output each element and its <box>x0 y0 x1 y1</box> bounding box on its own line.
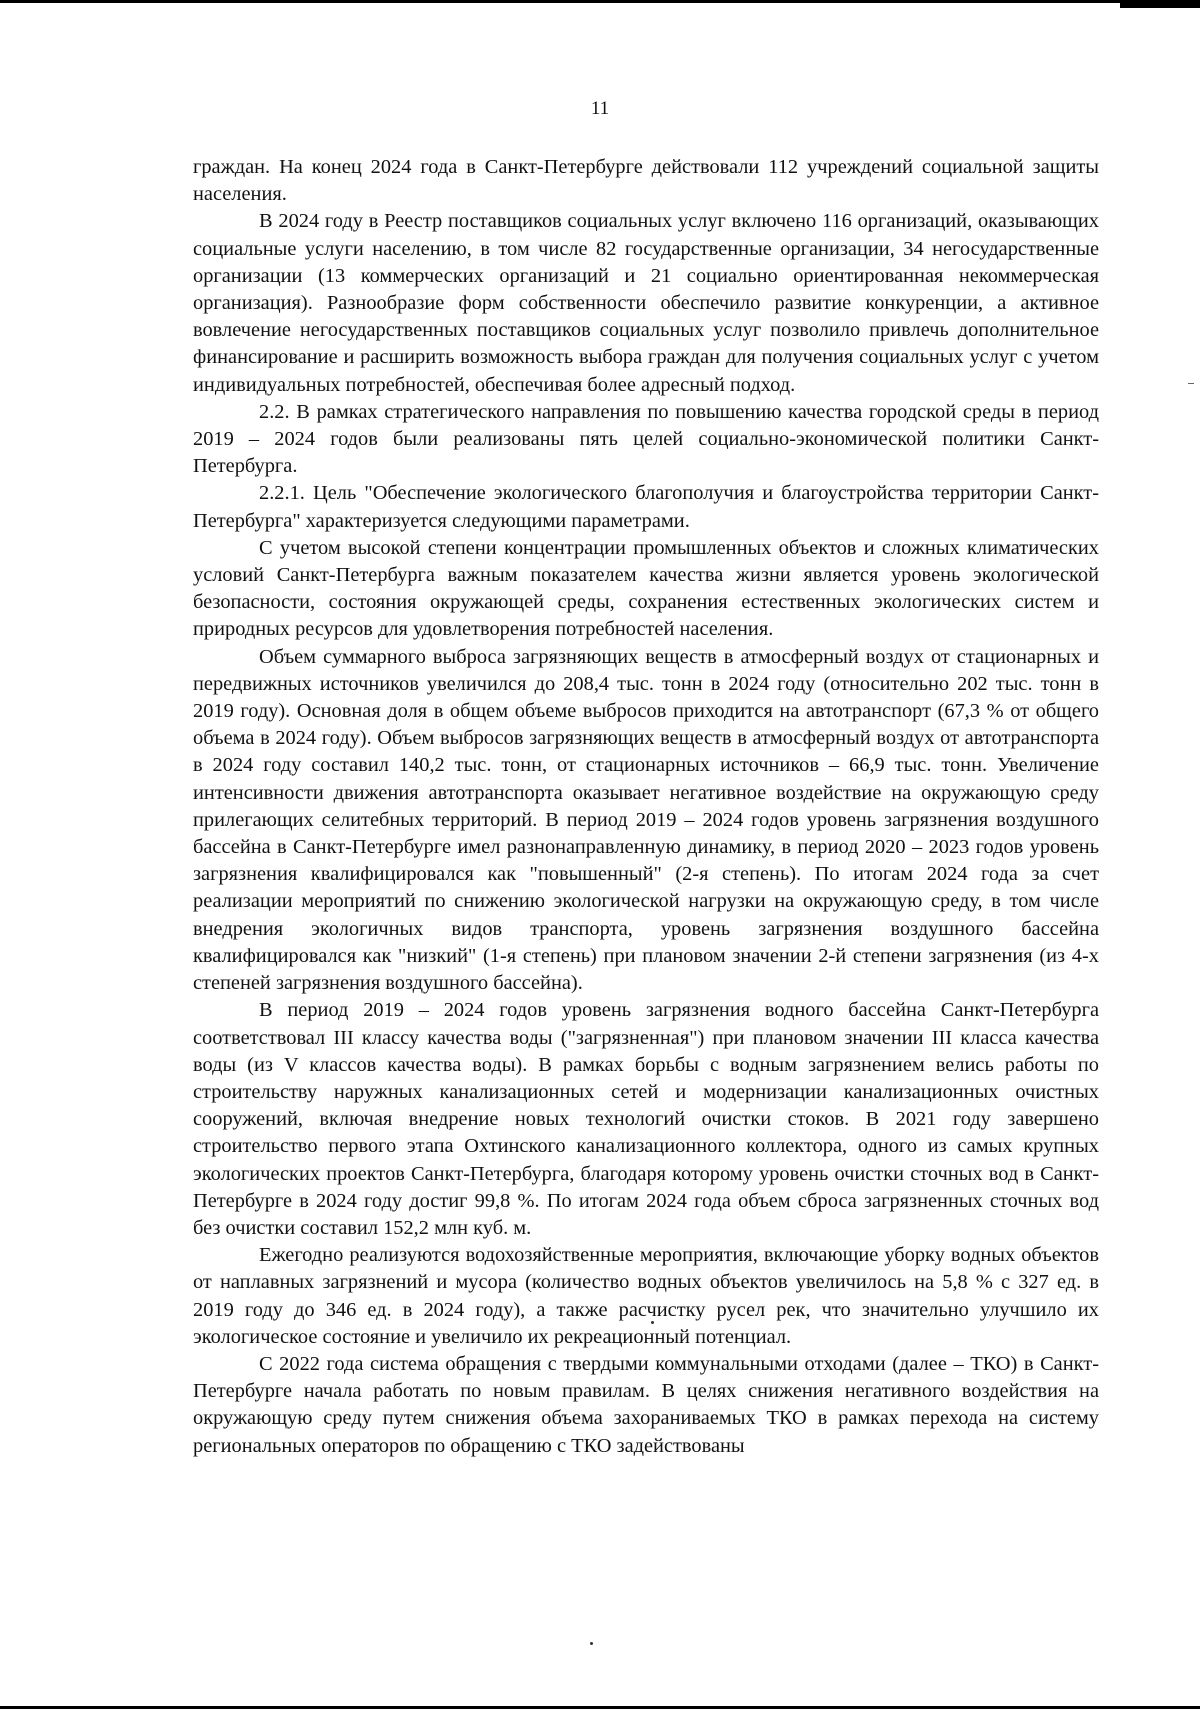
scan-edge-mark <box>1120 3 1200 8</box>
paragraph-air-emissions: Объем суммарного выброса загрязняющих веществ в атмосферный воздух от стационарных и передвижных источников увеличился до 208,4 тыс. тонн в 2024 году (относительно 202 тыс. тонн в 2019 году). Основная доля в общем объеме выбросов приходится на автотранспорт (67,3 % от общего объема в 2024 году). Объем выбросов загрязняющих веществ в атмосферный воздух от автотранспорта в 2024 году составил 140,2 тыс. тонн, от стационарных источников – 66,9 тыс. тонн. Увеличение интенсивности движения автотранспорта оказывает негативное воздействие на окружающую среду прилегающих селитебных территорий. В период 2019 – 2024 годов уровень загрязнения воздушного бассейна в Санкт-Петербурге имел разнонаправленную динамику, в период 2020 – 2023 годов уровень загрязнения квалифицировался как "повышенный" (2-я степень). По итогам 2024 года за счет реализации мероприятий по снижению экологической нагрузки на окружающую среду, в том числе внедрения экологичных видов транспорта, уровень загрязнения воздушного бассейна квалифицировался как "низкий" (1-я степень) при плановом значении 2-й степени загрязнения (из 4-х степеней загрязнения воздушного бассейна). <box>193 645 1099 995</box>
paragraph-section-2-2-1: 2.2.1. Цель "Обеспечение экологического благополучия и благоустройства территории Санкт-Петербурга" характеризуется следующими параметрами. <box>193 482 1099 532</box>
scan-speck <box>651 1321 654 1324</box>
scan-speck <box>590 1642 593 1645</box>
page-number: 11 <box>590 98 610 119</box>
paragraph-ecological-safety: С учетом высокой степени концентрации промышленных объектов и сложных климатических условий Санкт-Петербурга важным показателем качества жизни является уровень экологической безопасности, состояния окружающей среды, сохранения естественных экологических систем и природных ресурсов для удовлетворения потребностей населения. <box>193 536 1099 641</box>
paragraph-continuation: граждан. На конец 2024 года в Санкт-Петербурге действовали 112 учреждений социальной защиты населения. <box>193 156 1099 206</box>
paragraph-water-bodies-cleanup: Ежегодно реализуются водохозяйственные мероприятия, включающие уборку водных объектов от наплавных загрязнений и мусора (количество водных объектов увеличилось на 5,8 % с 327 ед. в 2019 году до 346 ед. в 2024 году), а также расчистку русел рек, что значительно улучшило их экологическое состояние и увеличило их рекреационный потенциал. <box>193 1244 1099 1348</box>
document-body <box>193 154 1099 1460</box>
paragraph-social-services-registry: В 2024 году в Реестр поставщиков социальных услуг включено 116 организаций, оказывающих социальные услуги населению, в том числе 82 государственные организации, 34 негосударственные организации (13 коммерческих организаций и 21 социально ориентированная некоммерческая организация). Разнообразие форм собственности обеспечило развитие конкуренции, а активное вовлечение негосударственных поставщиков социальных услуг позволило привлечь дополнительное финансирование и расширить возможность выбора граждан для получения социальных услуг с учетом индивидуальных потребностей, обеспечивая более адресный подход. <box>193 210 1099 396</box>
paragraph-water-pollution: В период 2019 – 2024 годов уровень загрязнения водного бассейна Санкт-Петербурга соответствовал III классу качества воды ("загрязненная") при плановом значении III класса качества воды (из V классов качества воды). В рамках борьбы с водным загрязнением велись работы по строительству наружных канализационных сетей и модернизации канализационных очистных сооружений, включая внедрение новых технологий очистки стоков. В 2021 году завершено строительство первого этапа Охтинского канализационного коллектора, одного из самых крупных экологических проектов Санкт-Петербурга, благодаря которому уровень очистки сточных вод в Санкт-Петербурге в 2024 году достиг 99,8 %. По итогам 2024 года объем сброса загрязненных сточных вод без очистки составил 152,2 млн куб. м. <box>193 999 1099 1239</box>
scan-edge-tick <box>1188 383 1194 384</box>
paragraph-solid-waste: С 2022 года система обращения с твердыми коммунальными отходами (далее – ТКО) в Санкт-Петербурге начала работать по новым правилам. В целях снижения негативного воздействия на окружающую среду путем снижения объема захораниваемых ТКО в рамках перехода на систему региональных операторов по обращению с ТКО задействованы <box>193 1352 1099 1457</box>
paragraph-section-2-2: 2.2. В рамках стратегического направления по повышению качества городской среды в период 2019 – 2024 годов были реализованы пять целей социально-экономической политики Санкт-Петербурга. <box>193 400 1099 478</box>
